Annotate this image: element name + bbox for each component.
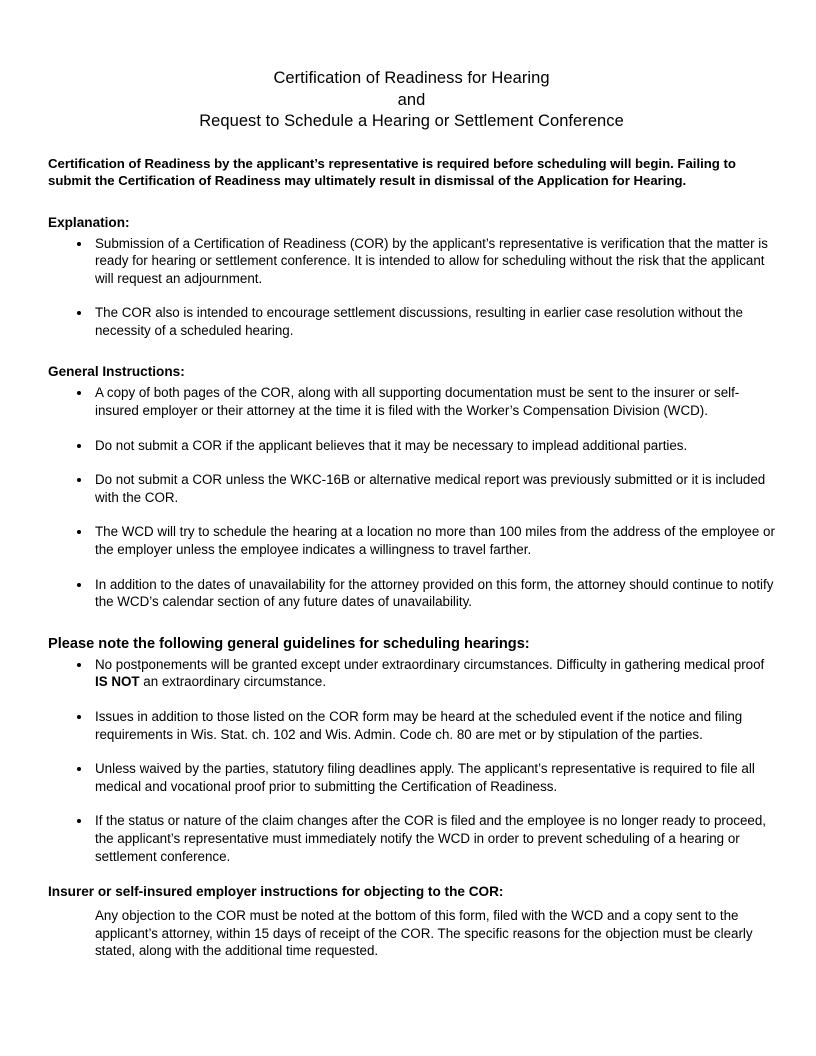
- list-item: [48, 576, 775, 611]
- section-heading-explanation: Explanation:: [48, 214, 130, 230]
- bullet-dot-icon: [77, 478, 81, 482]
- section-heading-general-instructions: General Instructions:: [48, 364, 185, 380]
- list-item-text: Issues in addition to those listed on the COR form may be heard at the scheduled event if the notice and filing requirements in Wis. Stat. ch. 102 and Wis. Admin. Code ch. 80 are met or by stipulation of the parties.: [95, 709, 743, 742]
- bullet-dot-icon: [77, 311, 81, 315]
- bullet-dot-icon: [77, 391, 81, 395]
- bullet-dot-icon: [77, 530, 81, 534]
- list-item-text: Do not submit a COR if the applicant believes that it may be necessary to implead additional parties.: [95, 437, 688, 453]
- bullet-dot-icon: [77, 663, 81, 667]
- intro-paragraph: Certification of Readiness by the applicant’s representative is required before scheduling will begin. Failing to submit the Certification of Readiness may ultimately result in dismissal of the Application for Hearing.: [48, 155, 736, 188]
- list-item: [48, 471, 775, 506]
- list-item: [48, 437, 775, 455]
- list-item-text: If the status or nature of the claim changes after the COR is filed and the employee is no longer ready to proceed, the applicant’s representative must immediately notify the WCD in order to prevent scheduling of a hearing or settlement conference.: [95, 813, 766, 864]
- list-item: [48, 523, 775, 558]
- document-title: [48, 68, 775, 133]
- emphasis-is-not: IS NOT: [95, 674, 140, 690]
- section-heading-objection-instructions: Insurer or self-insured employer instructions for objecting to the COR:: [48, 884, 504, 900]
- bullet-dot-icon: [77, 444, 81, 448]
- list-item-text: The COR also is intended to encourage settlement discussions, resulting in earlier case resolution without the necessity of a scheduled hearing.: [95, 305, 743, 338]
- scheduling-guidelines-bullet-list: [48, 656, 775, 865]
- bullet-dot-icon: [77, 583, 81, 587]
- general-instructions-bullet-list: [48, 384, 775, 610]
- list-item: [48, 304, 775, 339]
- list-item-text: The WCD will try to schedule the hearing at a location no more than 100 miles from the address of the employee or the employer unless the employee indicates a willingness to travel farther.: [95, 524, 775, 558]
- list-item: [48, 708, 775, 743]
- list-item: [48, 812, 775, 865]
- bullet-dot-icon: [77, 715, 81, 719]
- list-item: [48, 384, 775, 419]
- bullet-dot-icon: [77, 819, 81, 823]
- list-item: [48, 760, 775, 795]
- list-item: [48, 656, 775, 691]
- list-item-text: Do not submit a COR unless the WKC-16B or alternative medical report was previously submitted or it is included with the COR.: [95, 472, 766, 505]
- list-item-text: In addition to the dates of unavailability for the attorney provided on this form, the attorney should continue to notify the WCD’s calendar section of any future dates of unavailability.: [95, 576, 774, 610]
- explanation-bullet-list: [48, 235, 775, 340]
- bullet-dot-icon: [77, 767, 81, 771]
- bullet-dot-icon: [77, 242, 81, 246]
- section-heading-scheduling-guidelines: Please note the following general guidelines for scheduling hearings:: [48, 635, 530, 652]
- list-item: [48, 235, 775, 288]
- list-item-text: A copy of both pages of the COR, along with all supporting documentation must be sent to the insurer or self-insured employer or their attorney at the time it is filed with the Worker’s Compensation Division (WCD).: [95, 385, 740, 419]
- list-item-text: Submission of a Certification of Readiness (COR) by the applicant’s representative is verification that the matter is ready for hearing or settlement conference. It is intended to allow for scheduling without the risk that the applicant will request an adjournment.: [95, 235, 768, 286]
- list-item-text: No postponements will be granted except under extraordinary circumstances. Difficulty in gathering medical proof IS NOT an extraordinary circumstance.: [95, 656, 765, 690]
- title-line-1: Certification of Readiness for Hearing: [273, 69, 550, 87]
- title-line-2: and: [397, 90, 426, 109]
- title-line-3: Request to Schedule a Hearing or Settlement Conference: [199, 112, 624, 130]
- objection-paragraph: Any objection to the COR must be noted at the bottom of this form, filed with the WCD and a copy sent to the applicant’s attorney, within 15 days of receipt of the COR. The specific reasons for the objection must be clearly stated, along with the additional time requested.: [95, 908, 753, 959]
- list-item-text: Unless waived by the parties, statutory filing deadlines apply. The applicant’s representative is required to file all medical and vocational proof prior to submitting the Certification of Readiness.: [95, 761, 755, 794]
